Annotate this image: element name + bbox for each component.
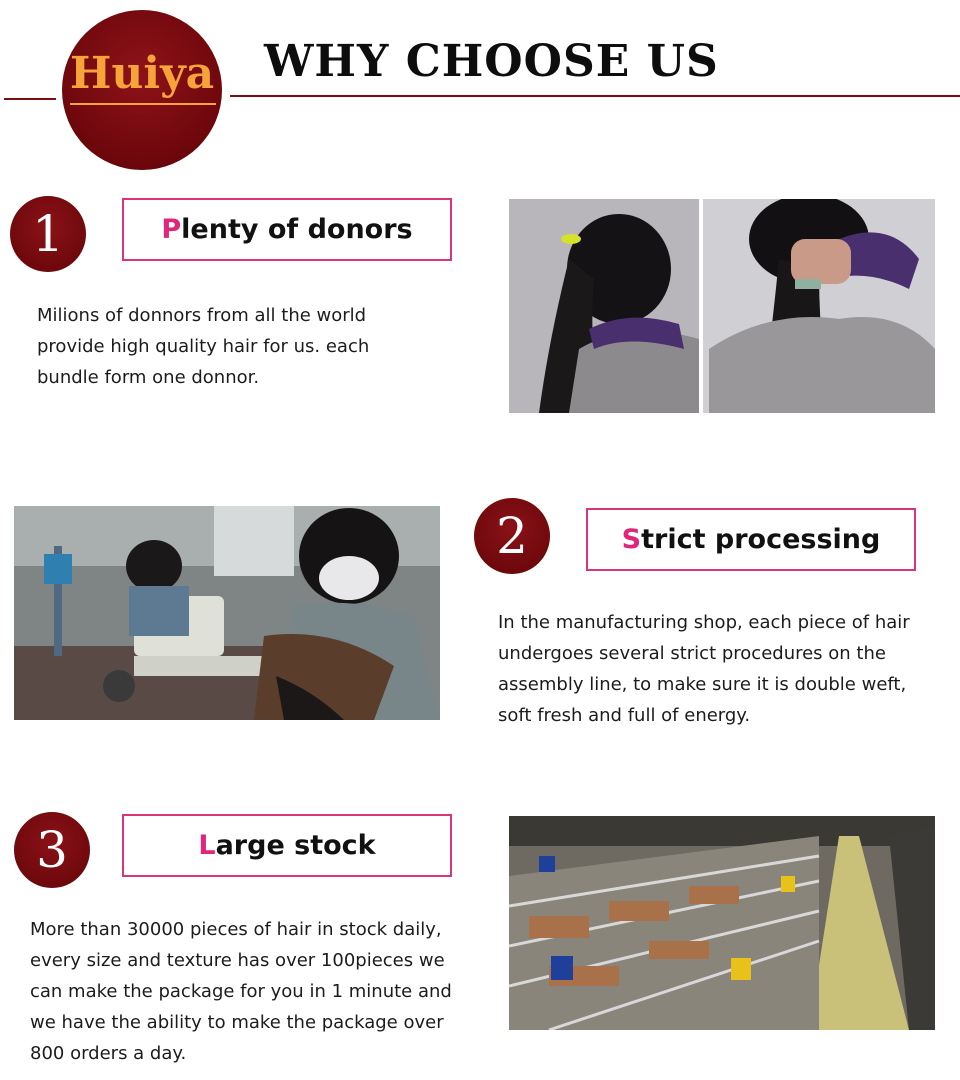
section-number-1: 1 <box>10 196 86 272</box>
section-heading-3 <box>122 814 452 877</box>
section-heading-2 <box>586 508 916 571</box>
description-line: can make the package for you in 1 minute and <box>30 981 452 1002</box>
description-line: undergoes several strict procedures on the <box>498 643 886 664</box>
description-line: soft fresh and full of energy. <box>498 705 751 726</box>
donors-photo <box>509 199 935 413</box>
section-heading-initial: P <box>161 214 182 245</box>
description-line: assembly line, to make sure it is double weft, <box>498 674 907 695</box>
description-line: every size and texture has over 100pieces we <box>30 950 445 971</box>
section-description-1 <box>37 300 369 393</box>
brand-logo-text: Huiya <box>69 48 215 99</box>
section-heading-text: arge stock <box>215 830 376 861</box>
description-line: provide high quality hair for us. each <box>37 336 370 357</box>
section-heading-1 <box>122 198 452 261</box>
page-title: WHY CHOOSE US <box>264 36 719 87</box>
section-heading-initial: L <box>198 830 216 861</box>
description-line: bundle form one donnor. <box>37 367 260 388</box>
processing-photo <box>14 506 440 720</box>
description-line: In the manufacturing shop, each piece of hair <box>498 612 910 633</box>
section-number-3: 3 <box>14 812 90 888</box>
section-heading-initial: S <box>621 524 642 555</box>
warehouse-photo <box>509 816 935 1030</box>
section-description-3 <box>30 914 452 1069</box>
description-line: we have the ability to make the package over <box>30 1012 444 1033</box>
section-number-2: 2 <box>474 498 550 574</box>
section-heading-text: lenty of donors <box>181 214 413 245</box>
header-rule-right <box>230 95 960 97</box>
section-description-2 <box>498 607 910 731</box>
brand-logo-underline <box>70 103 216 105</box>
description-line: Milions of donnors from all the world <box>37 305 367 326</box>
description-line: More than 30000 pieces of hair in stock daily, <box>30 919 442 940</box>
description-line: 800 orders a day. <box>30 1043 187 1064</box>
header-rule-left <box>4 98 56 100</box>
section-heading-text: trict processing <box>641 524 881 555</box>
